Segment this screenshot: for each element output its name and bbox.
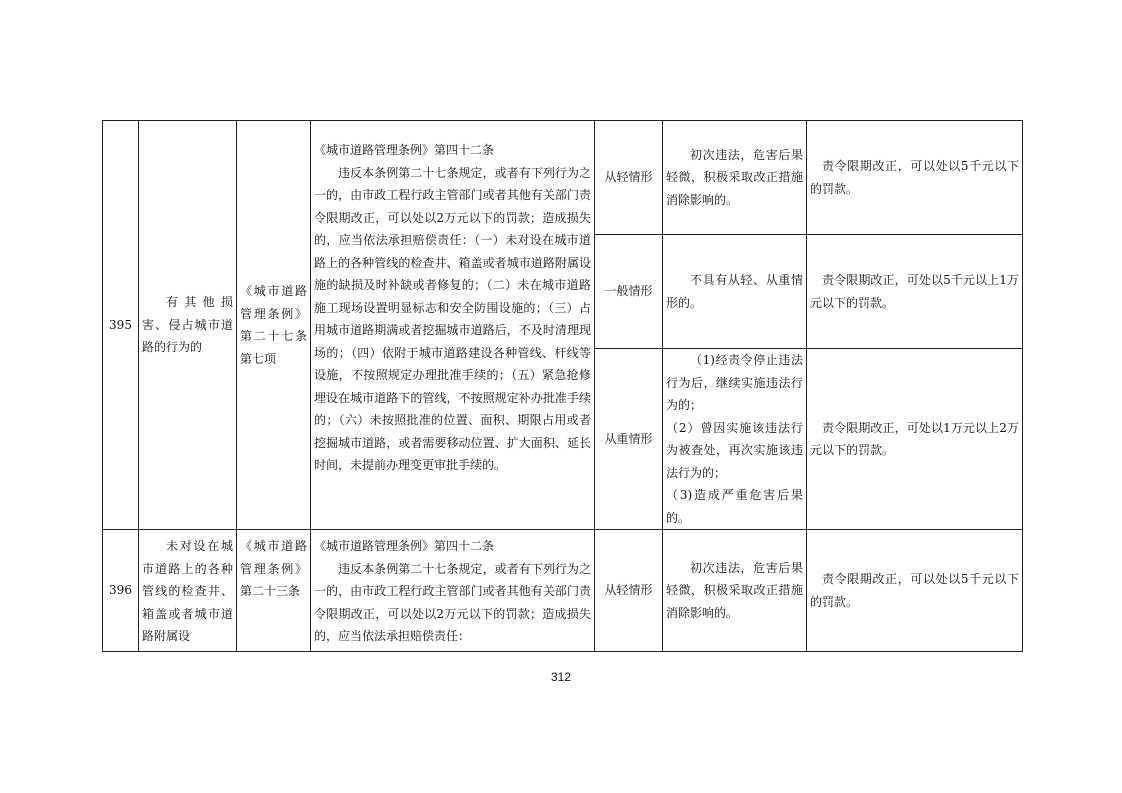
discretion-level: 从轻情形 bbox=[595, 530, 663, 652]
table-row bbox=[103, 530, 1023, 652]
violation-behavior-text: 有其他损害、侵占城市道路的行为的 bbox=[142, 295, 233, 355]
clause-title: 《城市道路管理条例》第四十二条 bbox=[314, 143, 495, 157]
standard-line: （3)造成严重危害后果的。 bbox=[666, 488, 803, 525]
discretion-standard: 初次违法，危害后果轻微，积极采取改正措施消除影响的。 bbox=[663, 121, 807, 235]
clause-body: 违反本条例第二十七条规定，或者有下列行为之一的，由市政工程行政主管部门或者其他有关部门责令限期改正，可以处以2万元以下的罚款；造成损失的，应当依法承担赔偿责任：（一）未对设在城市道路上的各种管线的检查井、箱盖或者城市道路附属设施的缺损及时补缺或者修复的；（二）未在城市道路施工现场设置明显标志和安全防围设施的；（三）占用城市道路期满或者挖掘城市道路后，不及时清理现场的；（四）依附于城市道路建设各种管线、杆线等设施，不按照规定办理批准手续的；（五）紧急抢修埋设在城市道路下的管线，不按照规定补办批准手续的；（六）未按照批准的位置、面积、期限占用或者挖掘城市道路，或者需要移动位置、扩大面积、延长时间，未提前办理变更审批手续的。 bbox=[314, 165, 591, 472]
table-row bbox=[103, 121, 1023, 235]
penalty-measure: 责令限期改正，可处以5千元以上1万元以下的罚款。 bbox=[807, 235, 1023, 349]
violation-behavior-text: 未对设在城市道路上的各种管线的检查井、箱盖或者城市道路附属设 bbox=[142, 539, 233, 643]
penalty-clause bbox=[311, 121, 595, 530]
discretion-level: 一般情形 bbox=[595, 235, 663, 349]
discretion-level: 从重情形 bbox=[595, 349, 663, 530]
penalty-measure: 责令限期改正，可以处以5千元以下的罚款。 bbox=[807, 121, 1023, 235]
standard-line: （1)经责令停止违法行为后，继续实施违法行为的； bbox=[666, 353, 803, 412]
discretion-standard: 初次违法，危害后果轻微，积极采取改正措施消除影响的。 bbox=[663, 530, 807, 652]
discretion-standard bbox=[663, 349, 807, 530]
violation-behavior bbox=[139, 530, 237, 652]
penalty-measure: 责令限期改正，可处以1万元以上2万元以下的罚款。 bbox=[807, 349, 1023, 530]
item-number: 395 bbox=[103, 121, 139, 530]
standard-line: （2）曾因实施该违法行为被查处，再次实施该违法行为的； bbox=[666, 420, 803, 480]
legal-basis: 《城市道路管理条例》第二十三条 bbox=[237, 530, 311, 652]
item-number: 396 bbox=[103, 530, 139, 652]
clause-title: 《城市道路管理条例》第四十二条 bbox=[314, 539, 495, 553]
discretion-standard: 不具有从轻、从重情形的。 bbox=[663, 235, 807, 349]
violation-behavior bbox=[139, 121, 237, 530]
penalty-clause bbox=[311, 530, 595, 652]
penalty-standards-table bbox=[102, 120, 1023, 652]
legal-basis: 《城市道路管理条例》第二十七条第七项 bbox=[237, 121, 311, 530]
discretion-level: 从轻情形 bbox=[595, 121, 663, 235]
penalty-measure: 责令限期改正，可以处以5千元以下的罚款。 bbox=[807, 530, 1023, 652]
page-number: 312 bbox=[550, 670, 572, 684]
clause-body: 违反本条例第二十七条规定，或者有下列行为之一的，由市政工程行政主管部门或者其他有关部门责令限期改正，可以处以2万元以下的罚款；造成损失的，应当依法承担赔偿责任： bbox=[314, 561, 591, 643]
